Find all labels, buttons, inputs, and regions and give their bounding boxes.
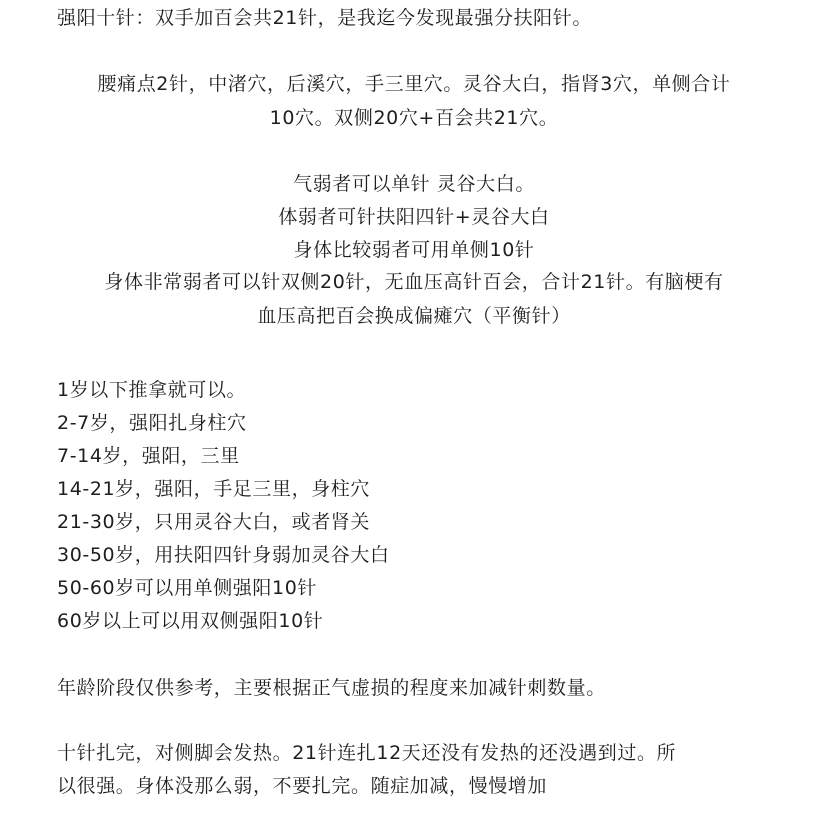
age-list-item: 2-7岁，强阳扎身柱穴 [57,412,247,434]
guidance-line-very-weak: 身体非常弱者可以针双侧20针，无血压高针百会，合计21针。有脑梗有 [104,271,724,293]
guidance-line-weaker-body: 身体比较弱者可用单侧10针 [293,239,535,261]
reference-note: 年龄阶段仅供参考，主要根据正气虚损的程度来加减针刺数量。 [57,677,606,699]
age-list-item: 50-60岁可以用单侧强阳10针 [57,577,317,599]
intro-paragraph: 强阳十针：双手加百会共21针，是我迄今发现最强分扶阳针。 [57,7,592,29]
points-line-2: 10穴。双侧20穴+百会共21穴。 [269,107,559,129]
guidance-line-hypertension: 血压高把百会换成偏瘫穴（平衡针） [257,305,571,327]
guidance-line-weak-body: 体弱者可针扶阳四针+灵谷大白 [278,206,550,228]
age-list-item: 14-21岁，强阳，手足三里，身柱穴 [57,478,371,500]
guidance-line-weak-qi: 气弱者可以单针 灵谷大白。 [293,173,535,195]
age-list-item: 30-50岁，用扶阳四针身弱加灵谷大白 [57,544,390,566]
points-line-1: 腰痛点2针，中渚穴，后溪穴，手三里穴。灵谷大白，指肾3穴，单侧合计 [97,73,731,95]
age-list-item: 21-30岁，只用灵谷大白，或者肾关 [57,511,371,533]
age-list-item: 1岁以下推拿就可以。 [57,379,247,401]
closing-note-line-1: 十针扎完，对侧脚会发热。21针连扎12天还没有发热的还没遇到过。所 [57,742,677,764]
age-list-item: 60岁以上可以用双侧强阳10针 [57,610,324,632]
age-list-item: 7-14岁，强阳，三里 [57,445,240,467]
closing-note-line-2: 以很强。身体没那么弱，不要扎完。随症加减，慢慢增加 [57,775,548,797]
